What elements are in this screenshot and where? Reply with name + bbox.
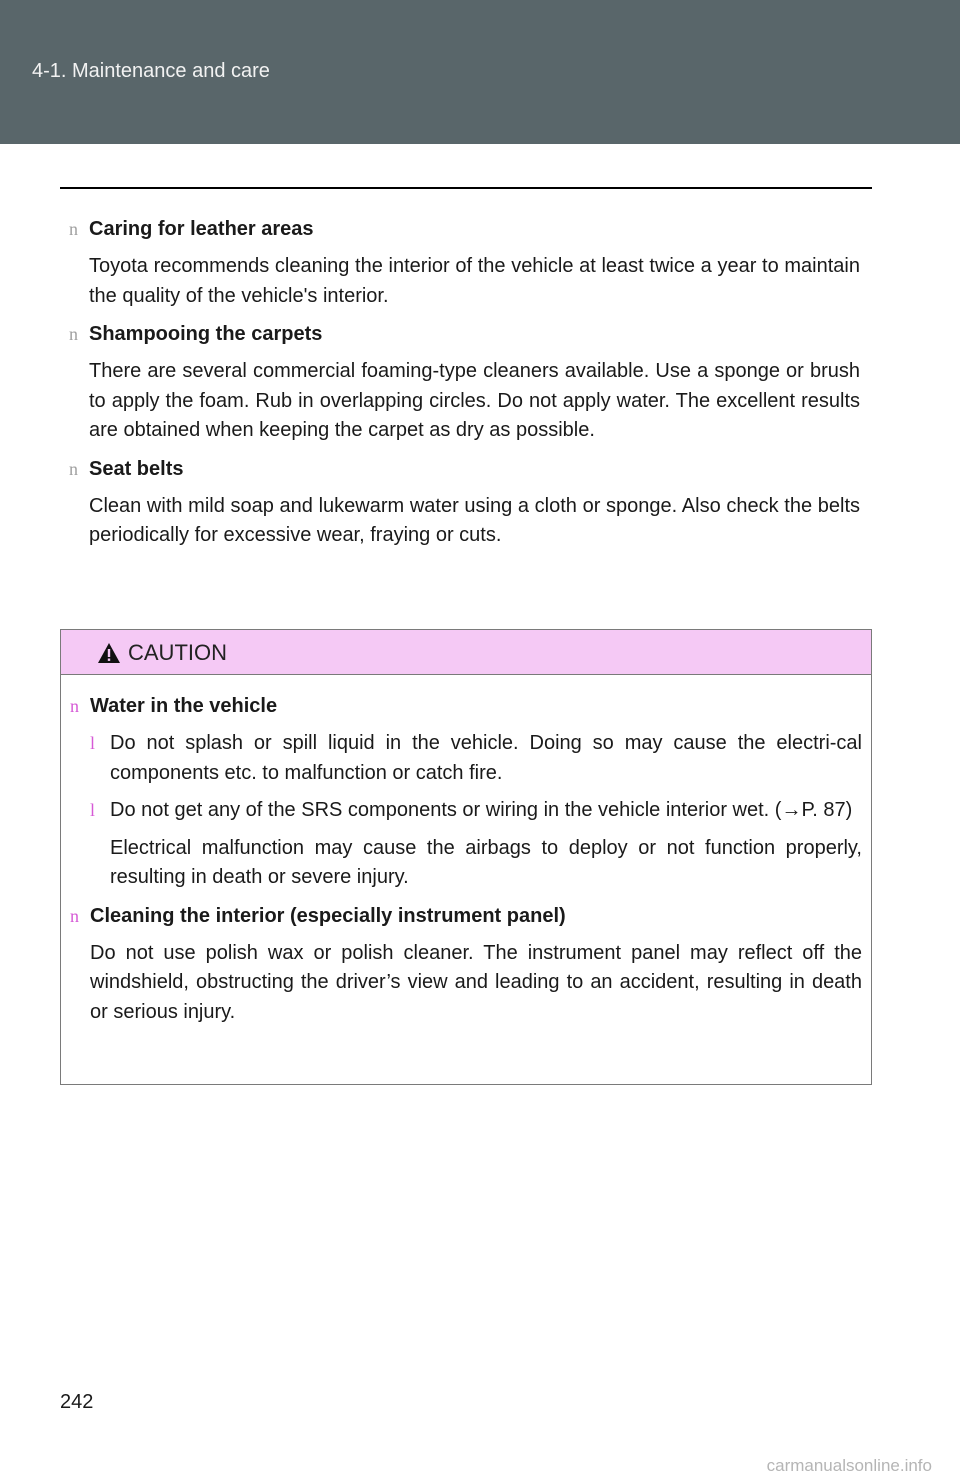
bullet-n-icon: n	[70, 696, 79, 716]
bullet-n-icon: n	[70, 905, 79, 926]
caution-header	[61, 630, 871, 675]
caution-body	[61, 675, 871, 1027]
bullet-l-icon: l	[90, 800, 96, 820]
caution-text: Do not use polish wax or polish cleaner. The instrument panel may reflect off the windshield, obstructing the driver’s view and leading to an accident, resulting in death or serious injury.	[90, 941, 862, 1023]
caution-item-text: Do not get any of the SRS components or wiring in the vehicle interior wet. (→P. 87)	[110, 799, 853, 821]
topic-heading: Seat belts	[89, 457, 184, 480]
caution-item	[90, 729, 862, 788]
topic-carpets	[60, 319, 860, 446]
topic-body: Clean with mild soap and lukewarm water using a cloth or sponge. Also check the belts periodically for excessive wear, fraying or cuts.	[89, 494, 860, 546]
bullet-l-icon: l	[90, 733, 96, 753]
topic-body: Toyota recommends cleaning the interior of the vehicle at least twice a year to maintain the quality of the vehicle's interior.	[89, 255, 860, 307]
section-title: 4-1. Maintenance and care	[32, 60, 270, 82]
page-number: 242	[60, 1391, 94, 1413]
caution-title: CAUTION	[128, 640, 227, 665]
topic-heading: Caring for leather areas	[89, 218, 314, 240]
topic-leather	[60, 214, 860, 311]
caution-note: Electrical malfunction may cause the airbags to deploy or not function properly, resulting in death or severe injury.	[110, 836, 862, 888]
caution-box	[60, 629, 872, 1085]
bullet-n-icon: n	[69, 219, 78, 239]
topic-body: There are several commercial foaming-type cleaners available. Use a sponge or brush to apply the foam. Rub in overlapping circles. Do not apply water. The excellent results are obtained when keeping the carpet as dry as possible.	[89, 360, 860, 441]
watermark: carmanualsonline.info	[766, 1456, 932, 1475]
caution-section-water	[69, 691, 862, 893]
caution-item	[90, 796, 862, 826]
header-band	[0, 0, 960, 144]
bullet-n-icon: n	[69, 324, 78, 344]
caution-heading: Water in the vehicle	[90, 695, 278, 717]
main-content	[60, 214, 860, 559]
topic-heading: Shampooing the carpets	[89, 323, 323, 345]
caution-section-cleaning	[69, 901, 862, 1028]
topic-seat-belts	[60, 454, 860, 551]
caution-heading: Cleaning the interior (especially instrument panel)	[90, 904, 566, 927]
warning-triangle-icon	[97, 642, 121, 664]
caution-item-text: Do not splash or spill liquid in the vehicle. Doing so may cause the electri-cal components etc. to malfunction or catch fire.	[110, 732, 862, 784]
bullet-n-icon: n	[69, 458, 78, 479]
divider-rule	[60, 187, 872, 189]
